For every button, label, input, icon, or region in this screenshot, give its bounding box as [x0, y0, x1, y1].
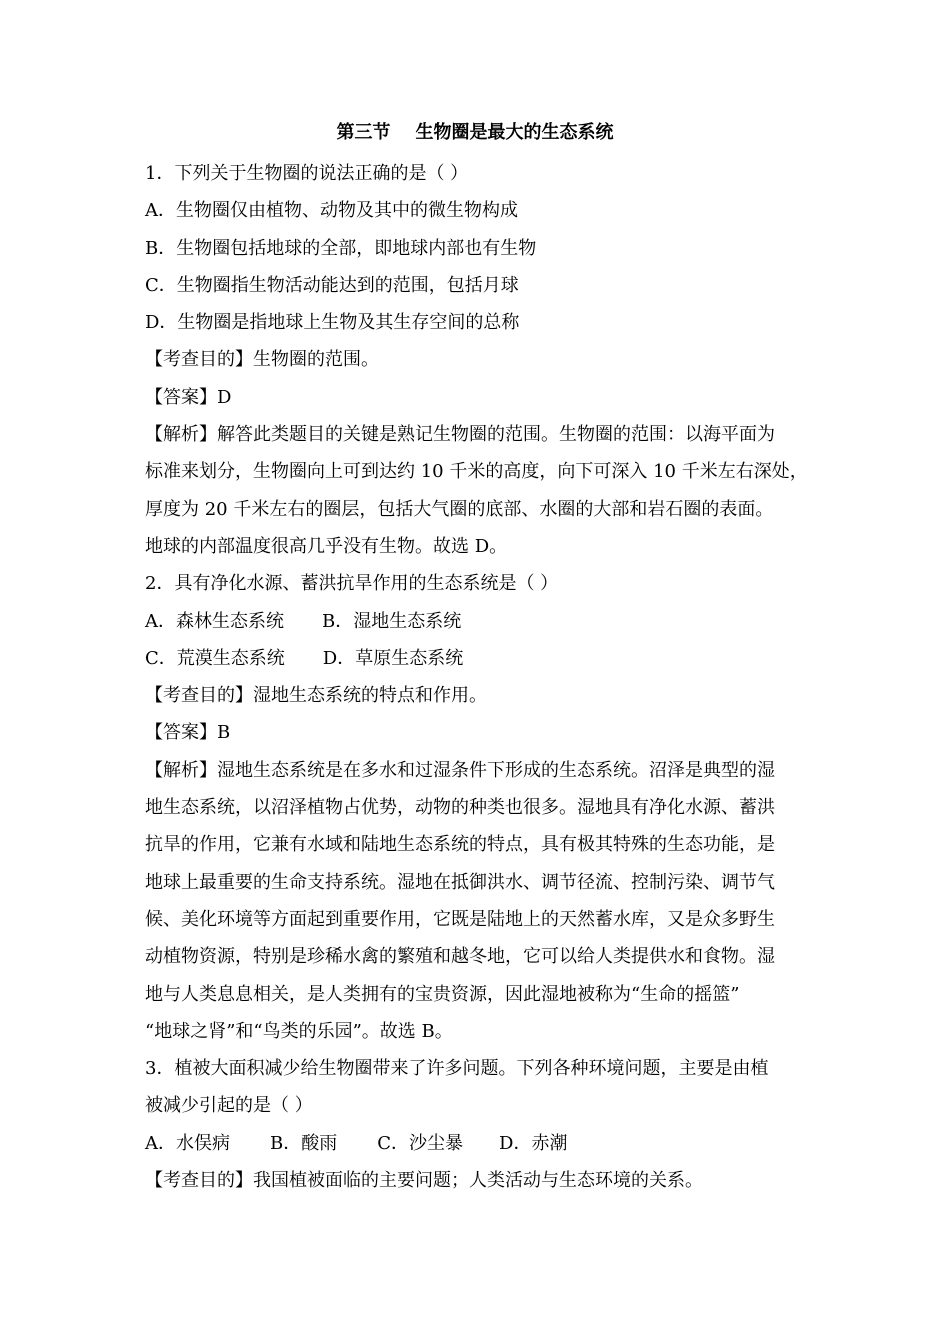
q3-option-b: B．酸雨 — [270, 1132, 338, 1154]
q1-analysis-line: 厚度为 20 千米左右的圈层，包括大气圈的底部、水圈的大部和岩石圈的表面。 — [145, 498, 774, 520]
q3-stem-line: 3．植被大面积减少给生物圈带来了许多问题。下列各种环境问题，主要是由植 — [145, 1058, 769, 1080]
q2-option-b: B．湿地生态系统 — [322, 610, 462, 632]
q1-answer: 【答案】D — [145, 386, 232, 408]
q1-option-b: B．生物圈包括地球的全部，即地球内部也有生物 — [145, 237, 537, 259]
q1-option-d: D．生物圈是指地球上生物及其生存空间的总称 — [145, 312, 520, 334]
q2-analysis-line: 抗旱的作用，它兼有水域和陆地生态系统的特点，具有极其特殊的生态功能，是 — [145, 834, 775, 856]
q2-analysis-line: 候、美化环境等方面起到重要作用，它既是陆地上的天然蓄水库，又是众多野生 — [145, 908, 775, 930]
q2-purpose: 【考查目的】湿地生态系统的特点和作用。 — [145, 685, 487, 707]
q2-option-d: D．草原生态系统 — [322, 647, 464, 669]
document-body — [145, 155, 810, 1199]
q1-analysis-line: 标准来划分，生物圈向上可到达约 10 千米的高度，向下可深入 10 千米左右深处， — [145, 461, 808, 483]
q2-options-row-1 — [145, 603, 810, 640]
q1-analysis-line: 【解析】解答此类题目的关键是熟记生物圈的范围。生物圈的范围：以海平面为 — [145, 424, 775, 446]
q2-option-a: A．森林生态系统 — [145, 610, 284, 632]
q3-option-c: C．沙尘暴 — [377, 1132, 464, 1154]
q1-option-c: C．生物圈指生物活动能达到的范围，包括月球 — [145, 274, 519, 296]
q2-analysis-line: 【解析】湿地生态系统是在多水和过湿条件下形成的生态系统。沼泽是典型的湿 — [145, 759, 775, 781]
q1-purpose: 【考查目的】生物圈的范围。 — [145, 349, 379, 371]
q3-purpose: 【考查目的】我国植被面临的主要问题；人类活动与生态环境的关系。 — [145, 1170, 703, 1192]
q2-stem: 2．具有净化水源、蓄洪抗旱作用的生态系统是（ ） — [145, 573, 559, 595]
q3-option-d: D．赤潮 — [499, 1132, 568, 1154]
q2-options-row-2 — [145, 640, 810, 677]
section-title: 第三节 生物圈是最大的生态系统 — [336, 122, 614, 143]
q2-answer: 【答案】B — [145, 722, 231, 744]
q1-analysis-line: 地球的内部温度很高几乎没有生物。故选 D。 — [145, 535, 508, 557]
q2-analysis-line: 地球上最重要的生命支持系统。湿地在抵御洪水、调节径流、控制污染、调节气 — [145, 871, 775, 893]
q1-option-a: A．生物圈仅由植物、动物及其中的微生物构成 — [145, 200, 518, 222]
q2-analysis-line: 地生态系统，以沼泽植物占优势，动物的种类也很多。湿地具有净化水源、蓄洪 — [145, 797, 775, 819]
q3-stem-line: 被减少引起的是（ ） — [145, 1095, 313, 1117]
q2-analysis-line: 动植物资源，特别是珍稀水禽的繁殖和越冬地，它可以给人类提供水和食物。湿 — [145, 946, 775, 968]
q2-analysis-line: “地球之肾”和“鸟类的乐园”。故选 B。 — [145, 1020, 453, 1042]
q3-options-row — [145, 1125, 810, 1162]
q2-analysis-line: 地与人类息息相关，是人类拥有的宝贵资源，因此湿地被称为“生命的摇篮” — [145, 983, 740, 1005]
q1-stem: 1．下列关于生物圈的说法正确的是（ ） — [145, 163, 469, 184]
q3-option-a: A．水俣病 — [145, 1132, 230, 1154]
q2-option-c: C．荒漠生态系统 — [145, 647, 285, 669]
